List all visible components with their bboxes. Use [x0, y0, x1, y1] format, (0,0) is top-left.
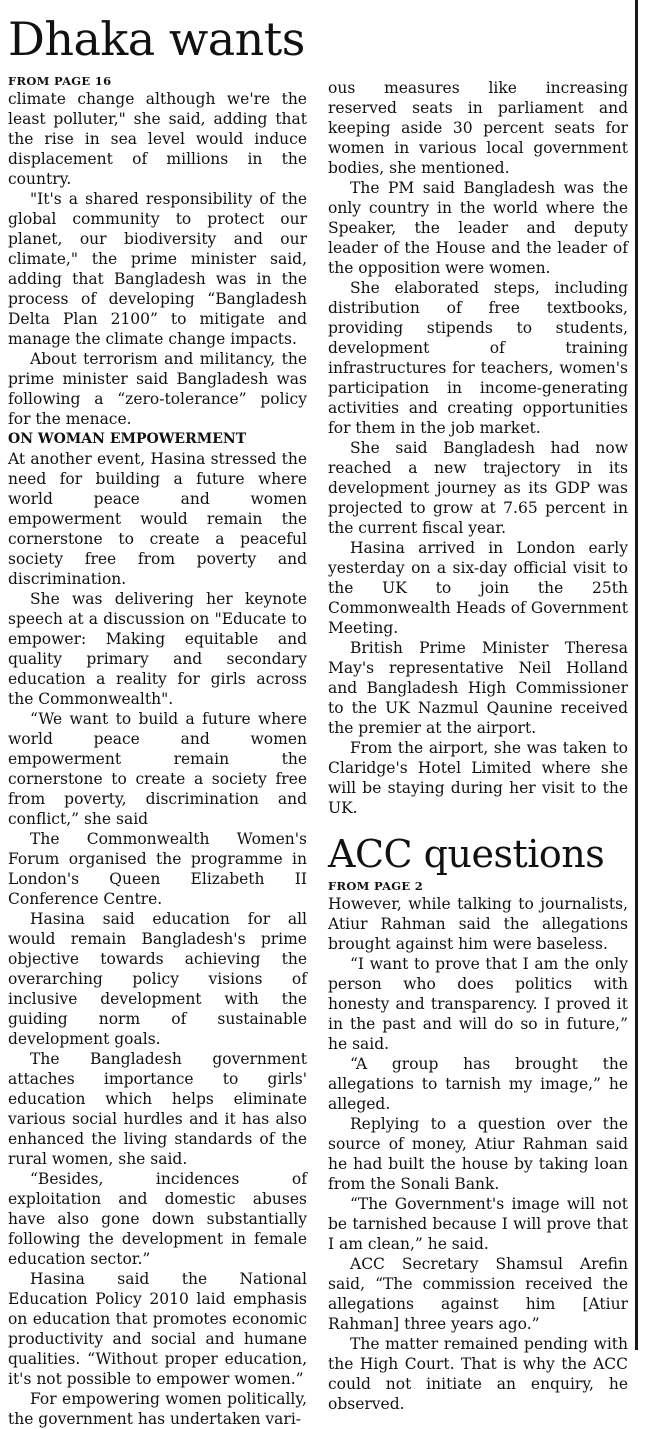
story1-kicker: FROM PAGE 16: [8, 74, 112, 88]
paragraph: ous measures like increasing reserved seats in parliament and keeping aside 30 percent seats for women in various local government bodies, she mentioned.: [328, 79, 628, 177]
paragraph: Hasina said the National Education Policy 2010 laid emphasis on education that promotes economic productivity and social and humane qualities. “Without proper education, it's not possible to empower women.”: [8, 1270, 307, 1388]
paragraph: British Prime Minister Theresa May's representative Neil Holland and Bangladesh High Commissioner to the UK Nazmul Qaunine received the premier at the airport.: [328, 639, 628, 737]
paragraph: “We want to build a future where world peace and women empowerment remain the cornerstone to create a society free from poverty, discrimination and conflict,” she said: [8, 710, 307, 828]
paragraph: The matter remained pending with the High Court. That is why the ACC could not initiate an enquiry, he observed.: [328, 1335, 628, 1413]
story1-subhead: ON WOMAN EMPOWERMENT: [8, 431, 247, 447]
paragraph: However, while talking to journalists, Atiur Rahman said the allegations brought against him were baseless.: [328, 895, 628, 953]
paragraph: Hasina arrived in London early yesterday on a six-day official visit to the UK to join the 25th Commonwealth Heads of Government Meeting.: [328, 539, 628, 637]
story2-kicker: FROM PAGE 2: [328, 879, 424, 893]
paragraph: “A group has brought the allegations to tarnish my image,” he alleged.: [328, 1055, 628, 1113]
paragraph: "It's a shared responsibility of the global community to protect our planet, our biodiversity and our climate," the prime minister said, adding that Bangladesh was in the process of developing “Bangladesh Delta Plan 2100” to mitigate and manage the climate change impacts.: [8, 190, 307, 348]
paragraph: The Commonwealth Women's Forum organised the programme in London's Queen Elizabeth II Conference Centre.: [8, 830, 307, 908]
paragraph: She said Bangladesh had now reached a new trajectory in its development journey as its GDP was projected to grow at 7.65 percent in the current fiscal year.: [328, 439, 628, 537]
story2-column: [328, 829, 628, 1414]
paragraph: At another event, Hasina stressed the need for building a future where world peace and women empowerment would remain the cornerstone to create a peaceful society free from poverty and discrimination.: [8, 450, 307, 588]
paragraph: The PM said Bangladesh was the only country in the world where the Speaker, the leader and deputy leader of the House and the leader of the opposition were women.: [328, 179, 628, 277]
column-rule: [635, 0, 638, 1350]
paragraph: The Bangladesh government attaches importance to girls' education which helps eliminate various social hurdles and it has also enhanced the living standards of the rural women, she said.: [8, 1050, 307, 1168]
paragraph: Replying to a question over the source of money, Atiur Rahman said he had built the house by taking loan from the Sonali Bank.: [328, 1115, 628, 1193]
paragraph: She was delivering her keynote speech at a discussion on "Educate to empower: Making equitable and quality primary and secondary education a reality for girls across the Commonwealth".: [8, 590, 307, 708]
paragraph: climate change although we're the least polluter," she said, adding that the rise in sea level would induce displacement of millions in the country.: [8, 90, 307, 188]
paragraph: She elaborated steps, including distribution of free textbooks, providing stipends to students, development of training infrastructures for teachers, women's participation in income-generating activities and creating opportunities for them in the job market.: [328, 279, 628, 437]
paragraph: Hasina said education for all would remain Bangladesh's prime objective towards achieving the overarching policy visions of inclusive development with the guiding norm of sustainable development goals.: [8, 910, 307, 1048]
paragraph: For empowering women politically, the government has undertaken vari-: [8, 1390, 307, 1428]
paragraph: ACC Secretary Shamsul Arefin said, “The commission received the allegations against him [Atiur Rahman] three years ago.”: [328, 1255, 628, 1333]
story2-headline: ACC questions: [328, 832, 605, 876]
story1-headline: Dhaka wants: [8, 12, 305, 66]
paragraph: About terrorism and militancy, the prime minister said Bangladesh was following a “zero-tolerance” policy for the menace.: [8, 350, 307, 428]
paragraph: From the airport, she was taken to Claridge's Hotel Limited where she will be staying during her visit to the UK.: [328, 739, 628, 817]
paragraph: “Besides, incidences of exploitation and domestic abuses have also gone down substantially following the development in female education sector.”: [8, 1170, 307, 1268]
story1-right-column: [328, 78, 628, 818]
paragraph: “I want to prove that I am the only person who does politics with honesty and transparency. I proved it in the past and will do so in future,” he said.: [328, 955, 628, 1053]
paragraph: “The Government's image will not be tarnished because I will prove that I am clean,” he said.: [328, 1195, 628, 1253]
story1-left-column: [8, 74, 307, 1429]
